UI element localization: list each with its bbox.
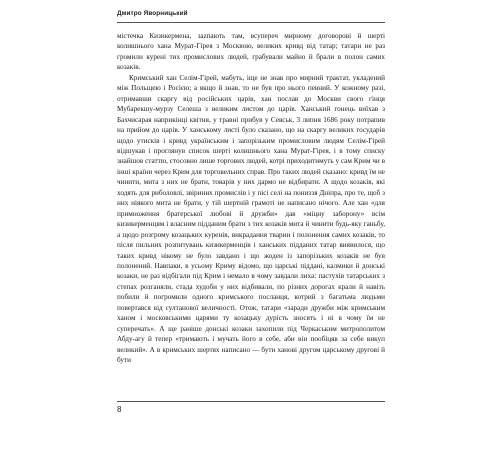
- body-text: [117, 31, 385, 366]
- header-rule: [117, 22, 385, 23]
- running-header: [117, 10, 385, 26]
- page-number: 8: [117, 405, 122, 414]
- footer-rule: [117, 401, 385, 402]
- paragraph: Кримський хан Селім-Гірей, мабуть, іще не знав про мирний трактат, укладений між Польщею і Росією; а якщо й знав, то не був про нього певний. У кожному разі, отримавши скаргу від російських царів, хан послав до Москви свого гінця Мубарекшу-мурзу Селеша з великим листом до царів. Ханський гонець виїхав з Бахчисарая наприкінці квітня, у травні прибув у Севськ, 3 липня 1686 року потрапив на прийом до царів. У ханському листі було сказано, що на скаргу великих государів щодо утисків і кривд українським і запорізьким промисловим людям Селім-Гірей відшукав і проглянув список шерті колишнього хана Мурат-Гірея, і в тому списку знайшов статтю, стосовно лише торгових людей, котрі приходитимуть у сам Крим чи в інші країни через Крим для торговельних справ. Про таких людей сказано: кривд їм не чинити, мита з них не брати, товарів у них дармо не відбирати. А щодо козаків, які ходять для риболовлі, звіриних промислів і у пісі селі на пониззя Дніпра, про те, щоб з них ніякого мита не брати, у тій шертній грамоті не написано нічого. Але хан «для примноження братерської любові й дружби» дав «міцну заборону» всім кизикерменцям і власним підданим брати з тих козаків мита й чинити будь-яку ганьбу, а щодо розгрому козацьких куренів, викрадання тварин і полонення самих козаків, то після пильних розпитувань кизикерменців і ханських підданих татар виявилося, що таких кривд нікому не було завдано і що жоден із запорізьких козаків не був полонений. Навпаки, в усьому Криму відомо, що царські піддані, калмики й донські козаки, не раз відбігали під Крим і немало в чому завдали лиха: пастухів татарських з степах розганяли, стада худоби у них відбивали, по різних дорогах крали й навіть побили й погромили одного кримського посланця, котрий з багатьма людьми повертався від султанової величності. Отож, татари «заради дружби між кримським ханом і московськими царями ту козацьку дурість зносять і ні в чому їм не суперечать». А ще раніше донські козаки захопили під Черкаським митрополитом Абду-агу й тепер «тримають і мучать його в себе, аби він пообіцяв за себе викуп великий». А в кримських шертях написано — бути ханові другом царському другові й бути: [117, 73, 385, 365]
- header-author: Дмитро Яворницький: [117, 10, 188, 17]
- paragraph: містечка Кизикермена, заznають там, всупереч мирному договорові й шерті колишнього хана Мурат-Гірея з Москвою, великих кривд від татар; татари не раз громили курені тих промислових людей, грабували майно й брали в полон самих козаків.: [117, 32, 385, 72]
